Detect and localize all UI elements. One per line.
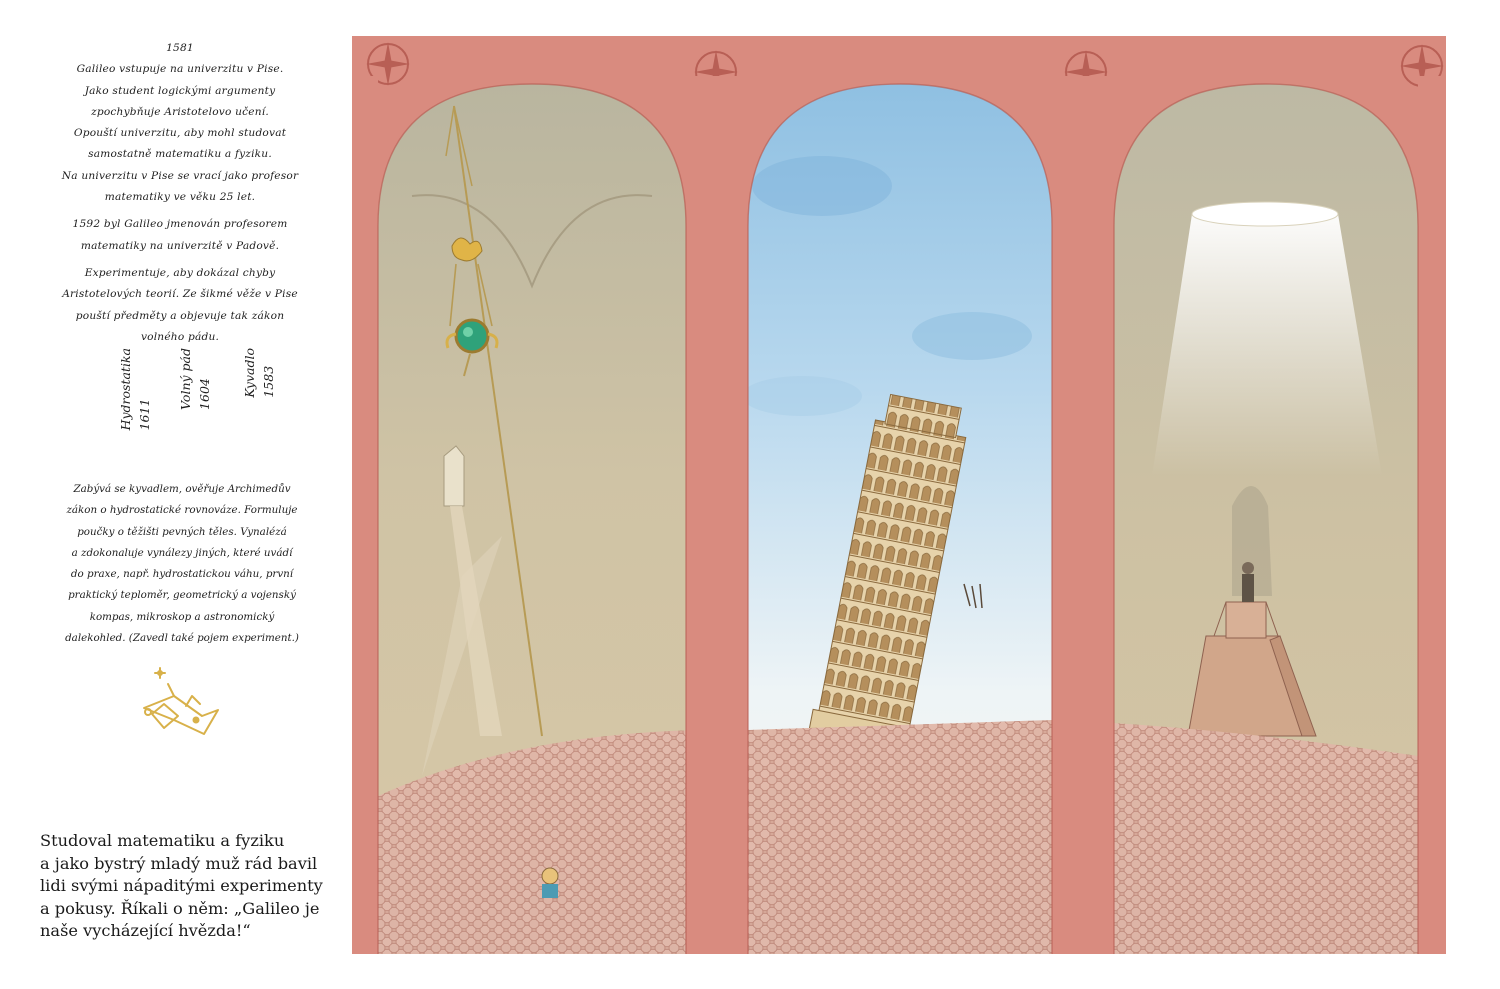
pillar — [1418, 76, 1446, 954]
illustration — [352, 36, 1446, 954]
note-line: Jako student logickými argumenty — [84, 84, 276, 97]
caption-line: Studoval matematiku a fyziku — [40, 831, 285, 850]
timeline-labels — [80, 348, 300, 478]
diagram-sketch-icon — [134, 658, 226, 740]
note-line: Na univerzitu v Pise se vrací jako profesor — [61, 169, 299, 182]
note-line: poučky o těžišti pevných těles. Vynalézá — [77, 525, 287, 538]
caption-line: lidi svými nápaditými experimenty — [40, 876, 323, 895]
note-line: a zdokonaluje vynálezy jiných, které uvádí — [71, 546, 293, 559]
note-line: Zabývá se kyvadlem, ověřuje Archimedův — [73, 483, 291, 495]
pillar — [686, 76, 748, 954]
pillar — [1052, 76, 1114, 954]
note-line: zpochybňuje Aristotelovo učení. — [91, 105, 269, 118]
caption-line: a pokusy. Říkali o něm: „Galileo je — [40, 898, 320, 918]
note-line: 1592 byl Galileo jmenován profesorem — [72, 218, 288, 231]
note-line: Opouští univerzitu, aby mohl studovat — [73, 127, 287, 140]
pillar — [352, 76, 378, 954]
note-line: volného pádu. — [140, 330, 220, 343]
note-line: samostatně matematiku a fyziku. — [88, 148, 272, 161]
note-line: Experimentuje, aby dokázal chyby — [84, 266, 276, 279]
note-line: Aristotelových teorií. Ze šikmé věže v Pise — [62, 288, 298, 301]
note-line: kompas, mikroskop a astronomický — [89, 610, 275, 623]
note-year: 1581 — [166, 42, 194, 54]
note-line: dalekohled. (Zavedl také pojem experiment.) — [65, 632, 299, 645]
note-line: praktický teploměr, geometrický a vojenský — [68, 589, 296, 602]
label-hydrostatika: Hydrostatika 1611 — [118, 348, 152, 431]
notes-bottom — [24, 479, 340, 649]
label-volny-pad: Volný pád 1604 — [178, 348, 212, 410]
caption — [40, 830, 350, 943]
caption-line: naše vycházející hvězda!“ — [40, 921, 251, 940]
note-line: pouští předměty a objevuje tak zákon — [75, 309, 285, 322]
crowd — [378, 720, 1418, 954]
notes-top — [30, 38, 330, 348]
note-line: do praxe, např. hydrostatickou váhu, první — [70, 568, 294, 581]
note-line: zákon o hydrostatické rovnováze. Formuluje — [66, 504, 298, 517]
note-line: matematiky ve věku 25 let. — [104, 191, 256, 204]
note-line: Galileo vstupuje na univerzitu v Pise. — [76, 63, 284, 76]
label-kyvadlo: Kyvadlo 1583 — [242, 348, 276, 398]
note-line: matematiky na univerzitě v Padově. — [80, 239, 280, 252]
caption-line: a jako bystrý mladý muž rád bavil — [40, 853, 318, 873]
